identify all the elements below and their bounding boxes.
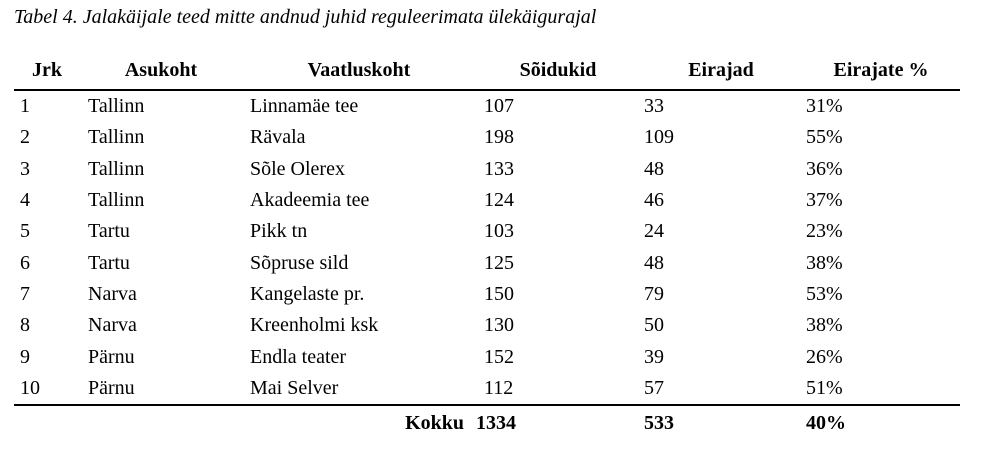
total-row [14,405,960,442]
cell-soidukid: 198 [484,126,514,149]
cell-eirajad: 39 [644,345,664,368]
cell-vaatluskoht: Pikk tn [250,220,308,243]
cell-soidukid: 124 [484,189,514,212]
cell-asukoht: Tallinn [88,95,145,118]
cell-jrk: 7 [20,282,30,305]
cell-vaatluskoht: Mai Selver [242,373,476,405]
table-row [14,373,960,405]
cell-eirajate-pct: 31% [806,95,843,118]
cell-asukoht: Pärnu [88,345,135,368]
cell-eirajate-pct: 51% [802,373,960,405]
cell-asukoht: Tallinn [88,126,145,149]
cell-soidukid: 125 [484,251,514,274]
cell-jrk: 8 [20,314,30,337]
cell-eirajate-pct: 38% [806,314,843,337]
table-row [14,154,960,185]
table-row [14,122,960,153]
cell-soidukid: 103 [484,220,514,243]
header-eirajate-pct: Eirajate % [802,52,960,90]
table-row [14,310,960,341]
cell-vaatluskoht: Kangelaste pr. [250,282,365,305]
cell-jrk: 10 [14,373,80,405]
cell-vaatluskoht: Akadeemia tee [250,189,370,212]
table-row [14,90,960,122]
cell-soidukid: 152 [484,345,514,368]
header-eirajad: Eirajad [640,52,802,90]
table-header-row [14,52,960,90]
cell-jrk: 3 [20,157,30,180]
header-soidukid: Sõidukid [476,52,640,90]
cell-asukoht: Tartu [88,220,130,243]
cell-vaatluskoht: Linnamäe tee [250,95,359,118]
cell-vaatluskoht: Endla teater [250,345,347,368]
cell-eirajad: 33 [644,95,664,118]
total-eirajate-pct: 40% [806,412,846,435]
table-row [14,279,960,310]
cell-eirajad: 57 [640,373,802,405]
cell-eirajad: 48 [644,157,664,180]
cell-soidukid: 133 [484,157,514,180]
cell-jrk: 1 [20,95,30,118]
cell-eirajate-pct: 53% [806,282,843,305]
table-row [14,216,960,247]
results-table [14,52,960,442]
cell-asukoht: Tartu [88,251,130,274]
cell-eirajad: 79 [644,282,664,305]
cell-soidukid: 150 [484,282,514,305]
cell-vaatluskoht: Rävala [250,126,306,149]
header-jrk: Jrk [14,52,80,90]
header-vaatluskoht: Vaatluskoht [242,52,476,90]
cell-vaatluskoht: Kreenholmi ksk [250,314,379,337]
cell-asukoht: Tallinn [88,157,145,180]
cell-eirajate-pct: 37% [806,189,843,212]
cell-asukoht: Narva [88,314,137,337]
cell-jrk: 6 [20,251,30,274]
header-asukoht: Asukoht [80,52,242,90]
cell-eirajad: 50 [644,314,664,337]
cell-eirajate-pct: 36% [806,157,843,180]
cell-asukoht: Pärnu [80,373,242,405]
cell-vaatluskoht: Sõle Olerex [250,157,345,180]
cell-asukoht: Narva [88,282,137,305]
total-label: Kokku [405,412,464,435]
cell-eirajate-pct: 26% [806,345,843,368]
cell-jrk: 2 [20,126,30,149]
cell-eirajad: 48 [644,251,664,274]
cell-eirajate-pct: 55% [806,126,843,149]
table-caption: Tabel 4. Jalakäijale teed mitte andnud juhid reguleerimata ülekäigurajal [14,6,597,28]
cell-eirajad: 46 [644,189,664,212]
total-soidukid: 1334 [476,412,516,435]
cell-jrk: 4 [20,189,30,212]
cell-jrk: 5 [20,220,30,243]
table-row [14,247,960,278]
cell-eirajate-pct: 23% [806,220,843,243]
cell-soidukid: 130 [484,314,514,337]
cell-soidukid: 107 [484,95,514,118]
cell-jrk: 9 [20,345,30,368]
table-row [14,185,960,216]
cell-eirajad: 109 [644,126,674,149]
cell-eirajate-pct: 38% [806,251,843,274]
cell-soidukid: 112 [476,373,640,405]
cell-vaatluskoht: Sõpruse sild [250,251,349,274]
cell-eirajad: 24 [644,220,664,243]
table-row [14,341,960,372]
total-eirajad: 533 [644,412,674,435]
cell-asukoht: Tallinn [88,189,145,212]
